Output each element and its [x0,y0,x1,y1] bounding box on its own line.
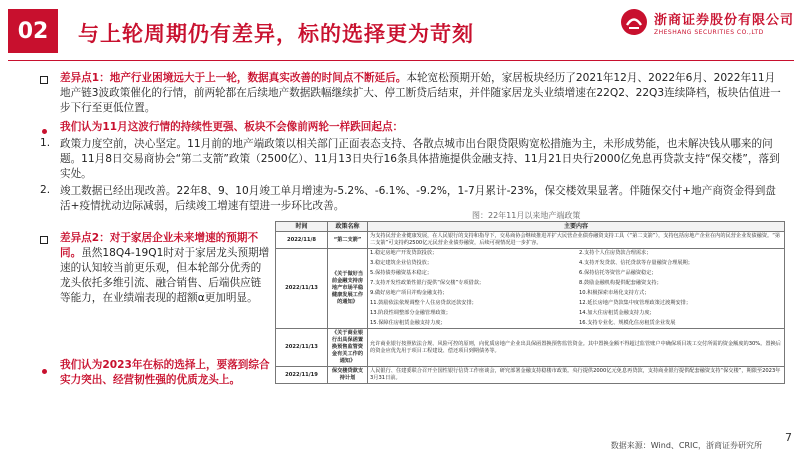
row-date: 2022/11/13 [276,329,328,367]
row-content: 人民银行、住建委联合召开全国性银行信贷工作座谈会，研究部署金融支持稳楼市政策。央行提供2000亿元免息再贷款，支持商业银行提供配套融资支持“保交楼”，期限至2023年3月31日前。 [368,367,785,384]
row-content [368,249,785,329]
measure-item: 7.支持开发性政策性银行提供“保交楼”专项借款； [370,280,485,286]
reason-1-text: 政策力度空前，决心坚定。11月前的地产端政策以相关部门正面表态支持、各散点城市出台限贷限购宽松措施为主，未形成势能，也未解决钱从哪来的问题。11月8日交易商协会“第二支箭”政策（2500亿）、11月13日央行16条具体措施提供金融支持、11月21日央行2000亿免息再贷款支持“保交楼”，落到实处。 [60,138,780,180]
table-header-cell: 时间 [276,222,328,232]
table-header-cell: 政策名称 [328,222,368,232]
table-row [276,249,785,329]
table-row [276,367,785,384]
table-header-row [276,222,785,232]
table-row [276,329,785,367]
reason-2-text: 竣工数据已经出现改善。22年8、9、10月竣工单月增速为-5.2%、-6.1%、-9.2%，1-7月累计-23%，保交楼效果显著。伴随保交付+地产商资金得到盘活+疫情扰动边际减弱，后续竣工增速有望进一步环比改善。 [60,185,776,212]
measure-item: 11.鼓励依法依规调整个人住房贷款还款安排； [370,300,477,306]
data-source: 数据来源：Wind、CRIC，浙商证券研究所 [610,441,762,450]
point2-label: 差异点2：对于家居企业未来增速的预期不同。 [60,232,259,259]
point1-paragraph [60,71,785,116]
square-bullet-icon [40,236,48,247]
zheshang-logo-icon [620,8,648,36]
measure-item: 14.加大住房租赁金融支持力度； [579,310,655,316]
point2-paragraph [60,231,270,306]
measure-item: 12.延长房地产贷款集中度管理政策过渡期安排； [579,300,692,306]
square-bullet-icon [40,76,48,87]
measure-item: 2.支持个人住房贷款合理需求； [579,250,652,256]
page-number: 7 [785,431,792,444]
table-row [276,232,785,249]
header-divider [8,60,794,61]
dot-bullet-icon [42,126,47,137]
reason-1-number: 1. [40,137,51,149]
row-policy-name: 《关于商业银行出具保函置换预售监管资金有关工作的通知》 [328,329,368,367]
strong-point: 我们认为11月这波行情的持续性更强、板块不会像前两轮一样跌回起点： [60,121,404,133]
measure-item: 5.保持债券融资基本稳定； [370,270,433,276]
measures-grid [370,250,782,327]
measure-item: 10.积极探索市场化支持方式； [579,290,650,296]
section-number-badge: 02 [8,9,58,53]
row-policy-name: 保交楼贷款支持计划 [328,367,368,384]
slide-title: 与上轮周期仍有差异，标的选择更为苛刻 [78,22,474,46]
measure-item: 15.保障住房租赁金融支持力度； [370,320,446,326]
row-date: 2022/11/13 [276,249,328,329]
company-name-cn: 浙商证券股份有限公司 [653,12,794,28]
measure-item: 9.做好房地产项目并购金融支持； [370,290,448,296]
dot-bullet-icon [42,366,47,377]
point1-text: 本轮宽松预期开始，家居板块经历了2021年12月、2022年6月、2022年11月地产链3波政策催化的行情，前两轮都在后续地产数据跌幅继续扩大、停工断贷后结束，并伴随家居龙头业绩增速在22Q2、22Q3连续降档，板块估值进一步下行至更低位置。 [60,72,781,114]
row-date: 2022/11/8 [276,232,328,249]
row-policy-name: “第二支箭” [328,232,368,249]
measure-item: 16.支持专业化、规模化住房租赁企业发展 [579,320,676,326]
table-header-cell: 主要内容 [368,222,785,232]
point3-paragraph: 我们认为2023年在标的选择上，要落到综合实力突出、经营韧性强的优质龙头上。 [60,359,270,386]
row-policy-name: 《关于做好当前金融支持房地产市场平稳健康发展工作的通知》 [328,249,368,329]
policy-table [275,221,785,384]
company-name-en: ZHESHANG SECURITIES CO.,LTD [653,28,764,36]
company-logo [620,8,794,36]
row-date: 2022/11/19 [276,367,328,384]
point1-label: 差异点1：地产行业困境远大于上一轮，数据真实改善的时间点不断延后。 [60,72,407,84]
measure-item: 3.稳定建筑企业信贷投放； [370,260,433,266]
measure-item: 1.稳定房地产开发贷款投放； [370,250,438,256]
row-content: 为支持民营企业健康发展，在人民银行的支持和指导下，交易商协会继续推进并扩大民营企业债券融资支持工具（“第二支箭”），支持包括房地产企业在内的民营企业发债融资。“第二支箭”可支持约2500亿元民营企业债券融资，后续可视情况进一步扩容。 [368,232,785,249]
reason-2-number: 2. [40,184,51,196]
measure-item: 13.阶段性调整部分金融管理政策； [370,310,451,316]
table-caption: 图：22年11月以来地产端政策 [472,211,581,220]
measure-item: 6.保持信托等资管产品融资稳定； [579,270,657,276]
measure-item: 4.支持开发贷款、信托贷款等存量融资合理展期； [579,260,693,266]
measure-item: 8.鼓励金融机构提供配套融资支持； [579,280,662,286]
point2-text: 虽然18Q4-19Q1时对于家居龙头预期增速的认知较当前更乐观，但本轮部分优秀的龙头依托多维引流、融合销售、后端供应链等能力，在业绩端表现的超额α更加明显。 [60,247,270,304]
row-content: 允许商业银行按照依法合规、风险可控的原则，向优质房地产企业出具保函置换预售监管资金。其中置换金额不得超过监管账户中确保项目竣工交付所需的资金额度的30%。置换后的资金应优先用于项目工程建设、偿还项目到期债务等。 [368,329,785,367]
